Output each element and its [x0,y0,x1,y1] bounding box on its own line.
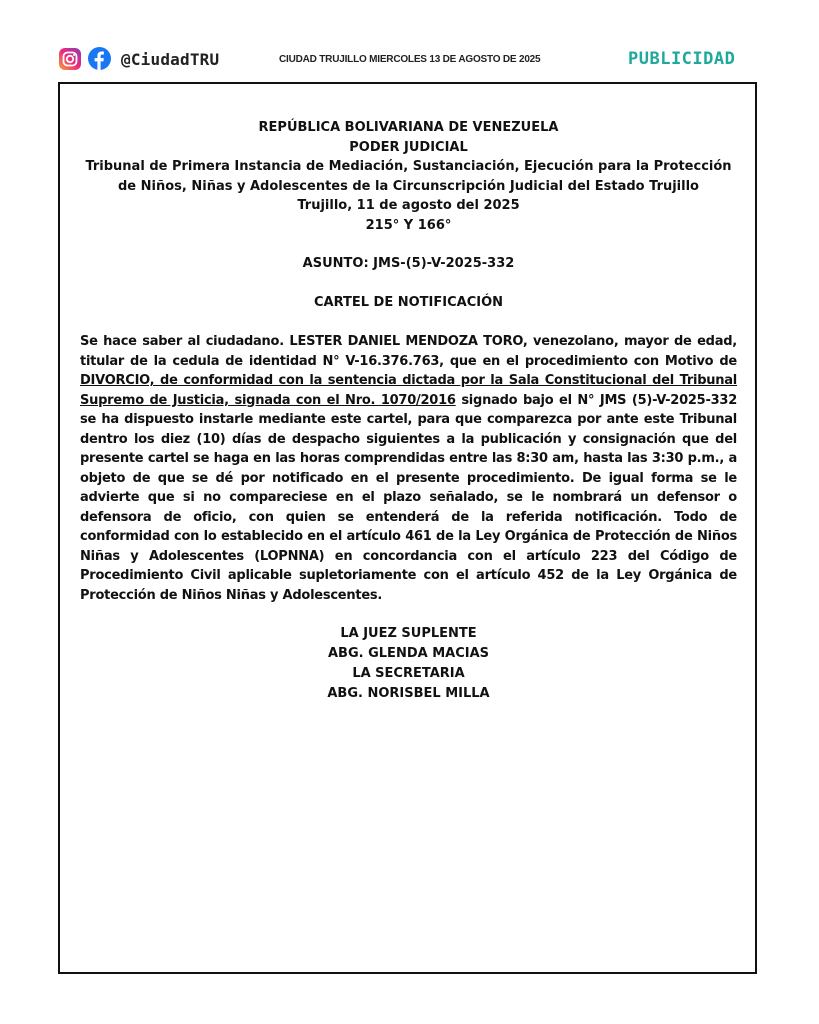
body-text-part: signado bajo el N° JMS (5)-V-2025-332 se ha dispuesto instarle mediante este cartel, para que comparezca por ante este Tribunal dentro los diez (10) días de despacho siguientes a la publicación y consignación que del presente cartel se haga en las horas comprendidas entre las 8:30 am, hasta las 3:30 p.m., a objeto de que se dé por notificado en el presente procedimiento. De igual forma se le advierte que si no compareciese en el plazo señalado, se le nombrará un defensor o defensora de oficio, con quien se entenderá de la referida notificación. Todo de conformidad con lo establecido en el artículo 461 de la Ley Orgánica de Protección de Niños Niñas y Adolescentes (LOPNNA) en concordancia con el artículo 223 del Código de Procedimiento Civil aplicable supletoriamente con el artículo 452 de la Ley Orgánica de Protección de Niños Niñas y Adolescentes. [80,392,737,603]
signature-line: ABG. GLENDA MACIAS [328,646,489,661]
signature-line: LA JUEZ SUPLENTE [340,626,477,641]
notice-body [80,332,737,605]
signature-line: LA SECRETARIA [352,666,465,681]
facebook-icon[interactable] [88,47,111,70]
heading-line: 215° Y 166° [365,217,452,233]
instagram-icon[interactable] [59,48,81,70]
heading-line: PODER JUDICIAL [349,139,468,155]
case-number: ASUNTO: JMS-(5)-V-2025-332 [302,256,515,271]
section-label: PUBLICIDAD [628,49,736,69]
heading-line: REPÚBLICA BOLIVARIANA DE VENEZUELA [258,120,559,135]
dateline: CIUDAD TRUJILLO MIERCOLES 13 DE AGOSTO DE 2025 [279,54,541,65]
notice-content [80,118,737,704]
signature-block [80,624,737,704]
body-text-part: Se hace saber al ciudadano. LESTER DANIEL MENDOZA TORO, venezolano, mayor de edad, titular de la cedula de identidad N° V-16.376.763, que en el procedimiento con Motivo de [80,334,737,369]
heading-line: de Niños, Niñas y Adolescentes de la Circunscripción Judicial del Estado Trujillo [117,178,699,194]
legal-notice [58,82,757,974]
heading-line: Tribunal de Primera Instancia de Mediación, Sustanciación, Ejecución para la Protección [85,159,732,174]
notice-title: CARTEL DE NOTIFICACIÓN [313,294,504,310]
social-handle[interactable]: @CiudadTRU [121,50,220,69]
signature-line: ABG. NORISBEL MILLA [327,686,490,701]
heading-line: Trujillo, 11 de agosto del 2025 [297,198,520,213]
body-text-underlined: DIVORCIO, de conformidad con la sentencia dictada por la Sala Constitucional del Tribunal Supremo de Justicia, signada con el Nro. 1070/2016 [80,373,737,408]
page-header [0,0,819,80]
notice-heading [80,118,737,235]
